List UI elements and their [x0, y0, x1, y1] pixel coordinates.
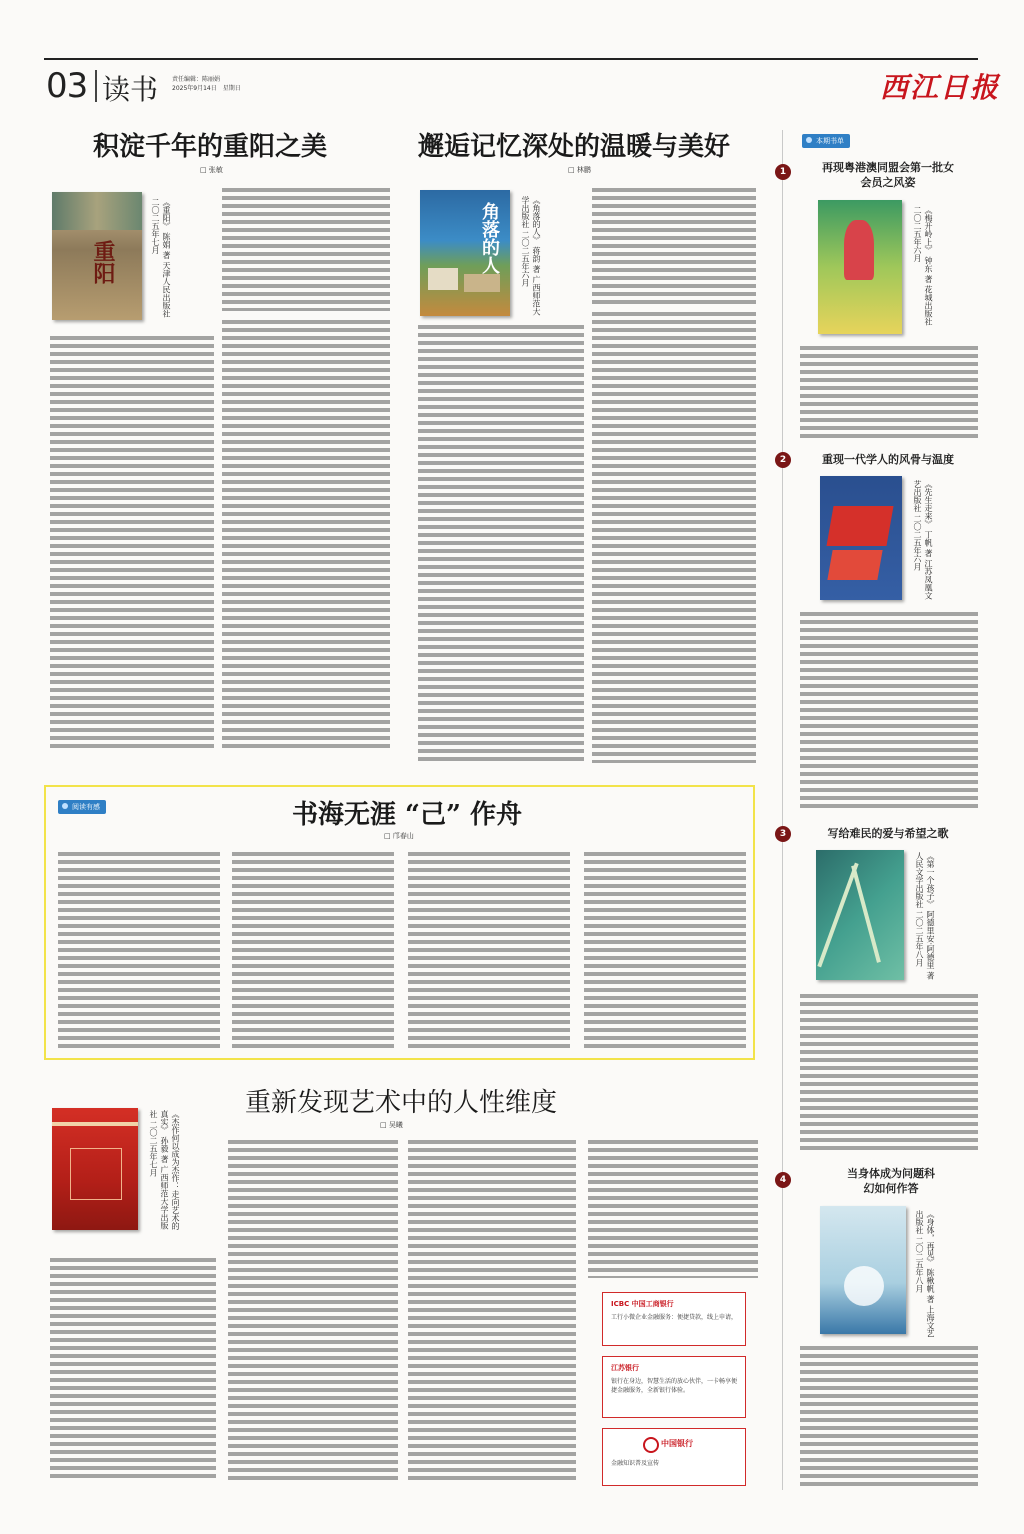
- article-1-column-1: [50, 336, 214, 748]
- sidebar-item-3-title: 写给难民的爱与希望之歌: [827, 827, 949, 840]
- book-cover-title: 重阳: [90, 240, 116, 284]
- article-4-author: □ 吴曦: [380, 1121, 403, 1129]
- article-3-column-2: [232, 852, 394, 1048]
- bank-logo-icon: [643, 1437, 659, 1453]
- article-2-column-1: [418, 325, 584, 763]
- article-1-author: □ 张敏: [200, 166, 223, 174]
- ad-jiangsu-bank[interactable]: [602, 1356, 746, 1418]
- sidebar-item-1-number: 1: [775, 164, 791, 180]
- article-1-column-2: [222, 320, 390, 748]
- header-rule: [44, 58, 978, 60]
- sidebar-book-cover-2: [820, 476, 902, 600]
- article-4-column-2: [228, 1140, 398, 1480]
- sidebar-item-1-book-info: 《梅开岭上》 钟东 著 花城出版社 二〇二五年六月: [913, 206, 933, 326]
- editor-line: 责任编辑：陈丽娟: [172, 76, 221, 83]
- ad-icbc[interactable]: [602, 1292, 746, 1346]
- sidebar-item-1-title: 再现粤港澳同盟会第一批女会员之风姿: [822, 161, 954, 189]
- book-cover-title: 角落的人: [479, 202, 500, 274]
- article-3-column-1: [58, 852, 220, 1048]
- ad-brand: ICBC 中国工商银行: [611, 1300, 674, 1308]
- ad-text: 金融知识普及宣传: [611, 1460, 660, 1467]
- article-1-book-info: 《重阳》 陈娟 著 天津人民出版社 二〇二五年七月: [151, 198, 171, 318]
- article-2-book-info: 《角落的人》 蒋韵 著 广西师范大学出版社 二〇二五年六月: [521, 196, 541, 316]
- article-4-column-1: [50, 1258, 216, 1480]
- ad-text: 工行小微企业金融服务：便捷贷款，线上申请，: [611, 1314, 737, 1321]
- feature-tag: 阅读有感: [58, 800, 106, 814]
- book-cover-chongyang: [52, 192, 142, 320]
- sidebar-item-4-book-info: 《身体，再见》 陈楸帆 著 上海文艺出版社 二〇二五年八月: [915, 1210, 935, 1338]
- sidebar-item-2-title: 重现一代学人的风骨与温度: [822, 453, 954, 466]
- ad-text: 银行在身边，智慧生活的放心伙伴，一卡畅享便捷金融服务，全新银行体验。: [611, 1378, 737, 1394]
- article-4-column-4: [588, 1140, 758, 1278]
- sidebar-book-cover-4: [820, 1206, 906, 1334]
- header-meta: [172, 75, 241, 93]
- article-2-column-2: [592, 312, 756, 763]
- masthead-logo: 西江日报: [880, 71, 1001, 104]
- ad-brand: 江苏银行: [611, 1364, 639, 1372]
- sidebar-item-4-number: 4: [775, 1172, 791, 1188]
- sidebar-item-4-title: 当身体成为问题科幻如何作答: [847, 1167, 935, 1195]
- article-3-column-4: [584, 852, 746, 1048]
- sidebar-item-4-text: [800, 1346, 978, 1486]
- article-3-author: □ 邝春山: [384, 832, 414, 840]
- article-2-author: □ 林鹏: [568, 166, 591, 174]
- sidebar-book-cover-3: [816, 850, 904, 980]
- book-cover-jiezuo: [52, 1108, 138, 1230]
- article-4-title: 重新发现艺术中的人性维度: [245, 1088, 558, 1118]
- book-cover-jiaoluo: [420, 190, 510, 316]
- article-2-text-upper-right: [592, 188, 756, 304]
- article-2-title: 邂逅记忆深处的温暖与美好: [418, 132, 731, 162]
- date-line: 2025年9月14日 星期日: [172, 85, 241, 92]
- page-number: 03: [46, 66, 88, 106]
- sidebar-item-2-number: 2: [775, 452, 791, 468]
- article-4-column-3: [408, 1140, 576, 1480]
- article-1-title: 积淀千年的重阳之美: [93, 132, 328, 162]
- article-3-title: 书海无涯 “己” 作舟: [292, 800, 523, 830]
- article-1-text-upper-right: [222, 188, 390, 311]
- sidebar-item-3-text: [800, 994, 978, 1154]
- section-name: 读书: [102, 73, 159, 106]
- sidebar-item-3-number: 3: [775, 826, 791, 842]
- sidebar-item-3-book-info: 《第一个孩子》 阿德里安·阿德里 著 人民文学出版社 二〇二五年八月: [915, 852, 935, 980]
- ad-bank-of-china[interactable]: [602, 1428, 746, 1486]
- article-4-book-info: 《杰作何以成为杰作：走向艺术的真实》 孙毅 著 广西师范大学出版社 二〇二五年七月: [149, 1110, 180, 1230]
- sidebar-item-2-book-info: 《先生走来》 丁帆 著 江苏凤凰文艺出版社 二〇二五年六月: [913, 480, 933, 600]
- sidebar-item-1-text: [800, 346, 978, 442]
- sidebar-book-cover-1: [818, 200, 902, 334]
- article-3-column-3: [408, 852, 570, 1048]
- sidebar-rule: [782, 130, 783, 1490]
- sidebar-item-2-text: [800, 612, 978, 812]
- header-divider: [95, 70, 97, 102]
- ad-brand: 中国银行: [661, 1439, 693, 1448]
- sidebar-tag: 本期书单: [802, 134, 850, 148]
